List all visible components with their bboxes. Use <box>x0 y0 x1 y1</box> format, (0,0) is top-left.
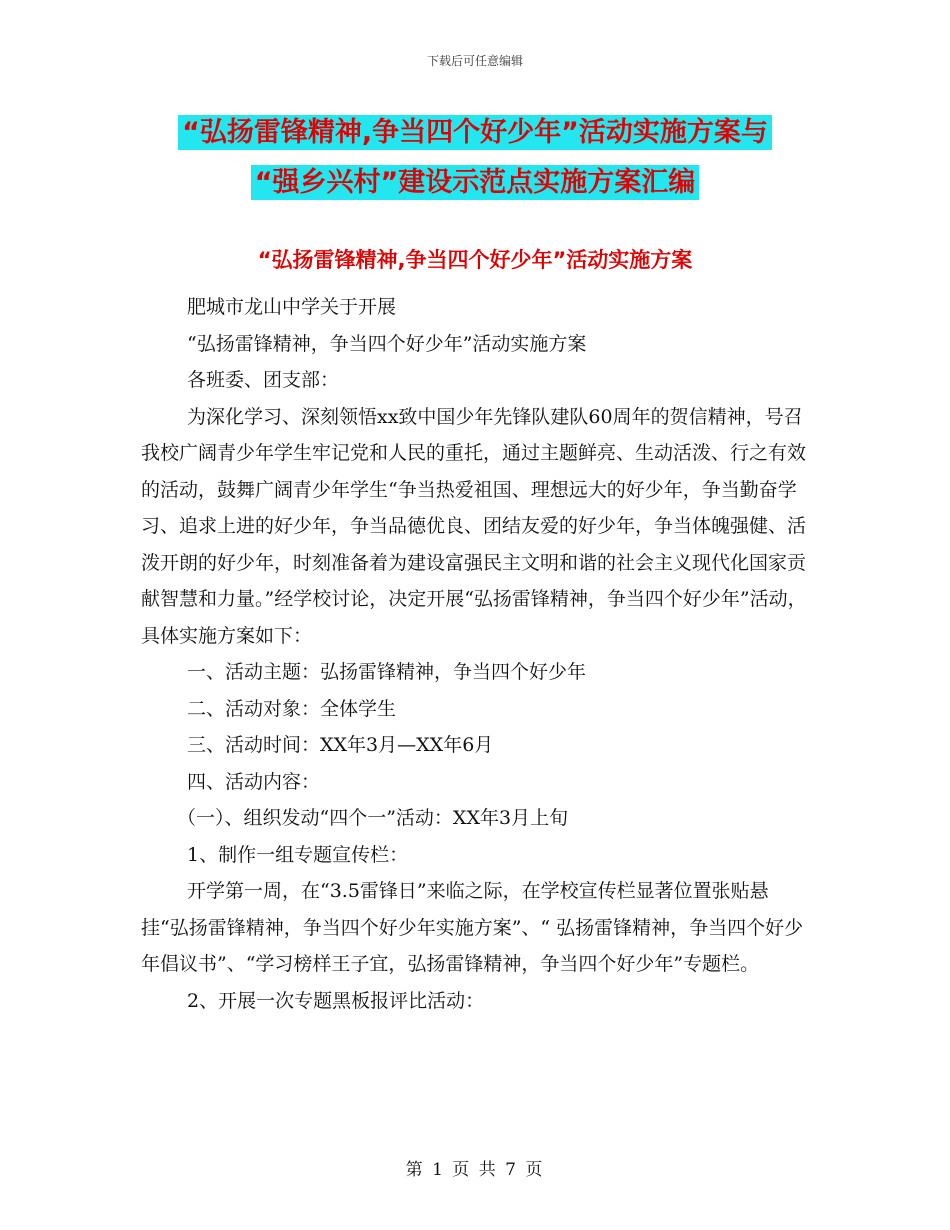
header-note: 下载后可任意编辑 <box>426 54 523 68</box>
paragraph: “弘扬雷锋精神，争当四个好少年”活动实施方案 <box>187 332 587 355</box>
paragraph: 2、开展一次专题黑板报评比活动： <box>187 989 485 1012</box>
main-title <box>0 108 950 208</box>
paragraph: 各班委、团支部： <box>187 369 340 391</box>
document-body <box>141 289 811 1019</box>
page-footer: 第 1 页 共 7 页 <box>405 1160 545 1180</box>
paragraph: 开学第一周，在“3.5雷锋日”来临之际，在学校宣传栏显著位置张贴悬挂“弘扬雷锋精神，争当四个好少年实施方案”、“ 弘扬雷锋精神，争当四个好少年倡议书”、“学习榜样王子宜，弘扬雷锋精神，争当四个好少年”专题栏。 <box>141 880 804 975</box>
paragraph: 四、活动内容： <box>187 770 321 793</box>
paragraph: 三、活动时间：XX年3月—XX年6月 <box>187 734 494 756</box>
paragraph: 1、制作一组专题宣传栏： <box>187 843 409 866</box>
paragraph: 二、活动对象：全体学生 <box>187 697 397 720</box>
paragraph: 一、活动主题：弘扬雷锋精神，争当四个好少年 <box>187 661 587 683</box>
paragraph: （一）、组织发动“四个一”活动：XX年3月上旬 <box>177 807 569 829</box>
section-title: “弘扬雷锋精神,争当四个好少年”活动实施方案 <box>257 248 693 272</box>
main-title-line-1: “弘扬雷锋精神,争当四个好少年”活动实施方案与 <box>178 115 772 150</box>
main-title-line-2: “强乡兴村”建设示范点实施方案汇编 <box>251 165 700 200</box>
paragraph: 为深化学习、深刻领悟xx致中国少年先锋队建队60周年的贺信精神，号召我校广阔青少年学生牢记党和人民的重托，通过主题鲜亮、生动活泼、行之有效的活动，鼓舞广阔青少年学生“争当热爱祖国、理想远大的好少年，争当勤奋学习、追求上进的好少年，争当品德优良、团结友爱的好少年，争当体魄强健、活泼开朗的好少年，时刻准备着为建设富强民主文明和谐的社会主义现代化国家贡献智慧和力量。”经学校讨论，决定开展“弘扬雷锋精神，争当四个好少年”活动，具体实施方案如下： <box>141 405 807 647</box>
paragraph: 肥城市龙山中学关于开展 <box>187 296 397 318</box>
